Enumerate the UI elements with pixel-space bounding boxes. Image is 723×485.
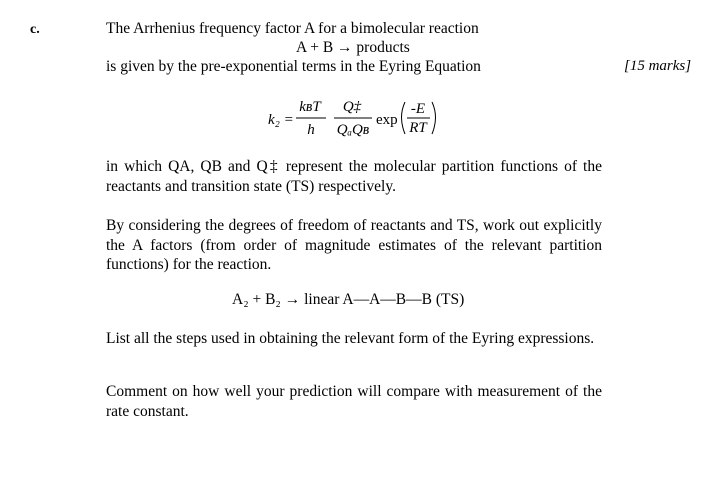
eq-frac1-num: kʙT [299,99,321,115]
eq-exp: exp [376,112,398,128]
eq-frac3-num: -E [410,101,426,117]
general-reaction: A + B → products [296,39,410,56]
question-label: c. [30,22,40,37]
eq-right-paren [432,102,436,134]
eyring-equation [268,94,448,144]
eq-frac2-num: Q‡ [342,99,362,115]
marks-label: [15 marks] [624,58,692,74]
eq-lhs: k₂ = [268,112,294,128]
eq-frac2-den: QₐQʙ [336,122,370,138]
specific-reaction: A₂ + B₂ → linear A—A—B—B (TS) [232,291,465,308]
paragraph-comment: Comment on how well your prediction will compare with measurement of the rate constant. [106,383,602,420]
eq-left-paren [402,102,406,134]
paragraph-degrees-of-freedom: By considering the degrees of freedom of reactants and TS, work out explicitly the A factors (from order of magnitude estimates of the relevant partition functions) for the reaction. [106,217,602,273]
intro-line-3: is given by the pre-exponential terms in the Eyring Equation [106,58,481,75]
paragraph-list-steps: List all the steps used in obtaining the relevant form of the Eyring expressions. [106,330,595,347]
eq-frac3-den: RT [409,120,427,136]
eq-frac1-den: h [307,122,315,138]
intro-line-1: The Arrhenius frequency factor A for a bimolecular reaction [106,20,479,37]
paragraph-partition-functions: in which QA, QB and Q‡ represent the molecular partition functions of the reactants and transition state (TS) respectively. [106,158,602,195]
